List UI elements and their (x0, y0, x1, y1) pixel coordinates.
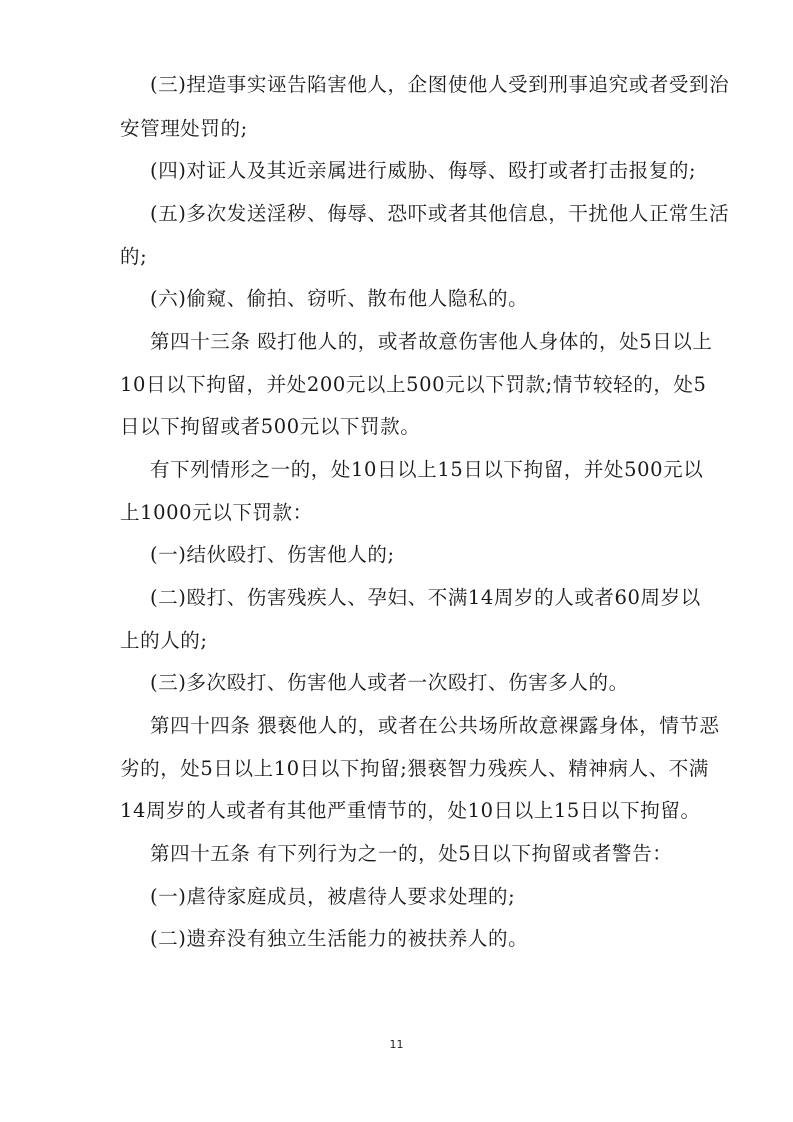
text-line: (四)对证人及其近亲属进行威胁、侮辱、殴打或者打击报复的; (150, 159, 697, 182)
text-line: (一)结伙殴打、伤害他人的; (150, 543, 395, 566)
text-line: 第四十五条 有下列行为之一的，处5日以下拘留或者警告： (150, 842, 673, 865)
text-line: (六)偷窥、偷拍、窃听、散布他人隐私的。 (150, 287, 529, 310)
text-line: 的; (120, 245, 148, 268)
text-line: (三)捏造事实诬告陷害他人，企图使他人受到刑事追究或者受到治 (150, 73, 730, 96)
text-line: 安管理处罚的; (120, 117, 248, 140)
text-line: (二)遗弃没有独立生活能力的被扶养人的。 (150, 927, 529, 950)
text-line: 有下列情形之一的，处10日以上15日以下拘留，并处500元以 (150, 458, 704, 481)
text-line: 日以下拘留或者500元以下罚款。 (120, 415, 421, 438)
text-line: (二)殴打、伤害残疾人、孕妇、不满14周岁的人或者60周岁以 (150, 586, 701, 609)
text-line: 第四十四条 猥亵他人的，或者在公共场所故意裸露身体，情节恶 (150, 714, 720, 737)
text-line: (三)多次殴打、伤害他人或者一次殴打、伤害多人的。 (150, 671, 629, 694)
text-line: 10日以下拘留，并处200元以上500元以下罚款;情节较轻的，处5 (120, 373, 707, 396)
text-line: 上的人的; (120, 629, 208, 652)
page-number: 11 (389, 1038, 404, 1051)
text-line: 上1000元以下罚款： (120, 501, 313, 524)
text-line: 14周岁的人或者有其他严重情节的，处10日以上15日以下拘留。 (120, 799, 701, 822)
text-line: 第四十三条 殴打他人的，或者故意伤害他人身体的，处5日以上 (150, 330, 713, 353)
text-line: 劣的，处5日以上10日以下拘留;猥亵智力残疾人、精神病人、不满 (120, 757, 709, 780)
text-line: (五)多次发送淫秽、侮辱、恐吓或者其他信息，干扰他人正常生活 (150, 202, 730, 225)
text-line: (一)虐待家庭成员，被虐待人要求处理的; (150, 885, 516, 908)
